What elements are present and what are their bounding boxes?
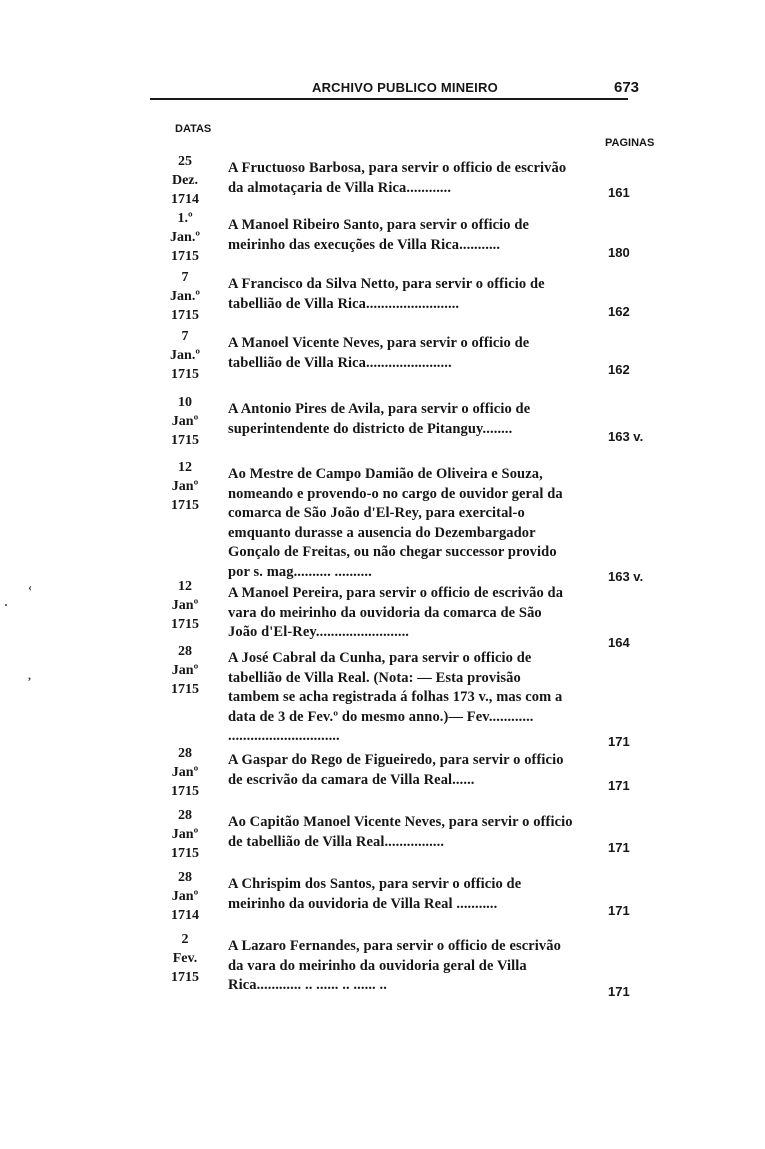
- entry-date: [160, 209, 210, 266]
- entry-text: A Lazaro Fernandes, para servir o officio de escrivão da vara do meirinho da ouvidoria geral de Villa Rica............ .. ...... .. ...... ..: [228, 938, 561, 993]
- entry-date: [160, 642, 210, 699]
- entry-year: 1715: [171, 433, 199, 448]
- entry-date: [160, 577, 210, 634]
- entry-row: [160, 327, 640, 387]
- entry-date: [160, 152, 210, 209]
- entry-row: [160, 209, 640, 269]
- entry-day: 7: [181, 329, 189, 344]
- entry-text: A Fructuoso Barbosa, para servir o officio de escrivão da almotaçaria de Villa Rica............: [228, 160, 567, 196]
- entry-year: 1715: [171, 970, 199, 985]
- entry-row: [160, 744, 640, 804]
- entry-day: 28: [178, 808, 192, 823]
- entry-row: [160, 152, 640, 212]
- margin-speck: ·: [4, 598, 9, 612]
- entry-year: 1714: [171, 192, 199, 207]
- entry-date: [160, 868, 210, 925]
- entry-date: [160, 393, 210, 450]
- entry-year: 1715: [171, 846, 199, 861]
- margin-speck: ‹: [28, 580, 32, 594]
- entry-month: Janº: [171, 663, 199, 678]
- entry-month: Janº: [171, 889, 199, 904]
- entry-page: 163 v.: [608, 429, 644, 444]
- entry-row: [160, 577, 640, 650]
- entry-month: Janº: [171, 765, 199, 780]
- entry-day: 2: [181, 932, 189, 947]
- entry-date: [160, 268, 210, 325]
- running-head: ARCHIVO PUBLICO MINEIRO: [312, 80, 498, 95]
- entry-page: 163 v.: [608, 569, 644, 584]
- entry-year: 1715: [171, 498, 199, 513]
- entry-page: 171: [608, 840, 630, 855]
- entry-text: A Chrispim dos Santos, para servir o officio de meirinho da ouvidoria de Villa Real ...........: [228, 876, 522, 912]
- entry-row: [160, 393, 644, 453]
- entry-month: Jan.º: [170, 289, 200, 304]
- entry-month: Janº: [171, 598, 199, 613]
- entry-page: 171: [608, 778, 630, 793]
- entry-day: 12: [178, 579, 192, 594]
- entry-year: 1715: [171, 308, 199, 323]
- entry-day: 28: [178, 870, 192, 885]
- dates-column-heading: DATAS: [175, 123, 212, 135]
- margin-speck: ,: [28, 668, 31, 682]
- entry-text: Ao Capitão Manoel Vicente Neves, para servir o officio de tabellião de Villa Real................: [228, 814, 573, 850]
- entry-day: 28: [178, 644, 192, 659]
- entry-text: A Francisco da Silva Netto, para servir o officio de tabellião de Villa Rica.........................: [228, 276, 545, 312]
- entry-day: 28: [178, 746, 192, 761]
- entry-month: Dez.: [171, 173, 199, 188]
- entry-page: 171: [608, 734, 630, 749]
- entry-month: Fev.: [172, 951, 198, 966]
- entry-year: 1715: [171, 617, 199, 632]
- entry-page: 180: [608, 245, 630, 260]
- entry-month: Janº: [171, 479, 199, 494]
- entry-year: 1715: [171, 249, 199, 264]
- entry-date: [160, 327, 210, 384]
- entry-text: A Manoel Pereira, para servir o officio de escrivão da vara do meirinho da ouvidoria da comarca de São João d'El-Rey.........................: [228, 585, 564, 640]
- entry-text: A José Cabral da Cunha, para servir o officio de tabellião de Villa Real. (Nota: — Esta provisão tambem se acha registrada á folhas 173 v., mas com a data de 3 de Fev.º do mesmo anno.)— Fev............ ..............................: [228, 650, 563, 744]
- entry-date: [160, 806, 210, 863]
- entry-page: 162: [608, 304, 630, 319]
- entry-row: [160, 458, 644, 584]
- entry-page: 171: [608, 903, 630, 918]
- entry-month: Jan.º: [170, 348, 200, 363]
- entry-page: 161: [608, 185, 630, 200]
- entry-day: 10: [178, 395, 192, 410]
- header-rule: [150, 98, 628, 100]
- entry-row: [160, 268, 640, 328]
- entry-row: [160, 930, 640, 1005]
- entry-day: 25: [178, 154, 192, 169]
- entry-month: Janº: [171, 827, 199, 842]
- entry-text: A Antonio Pires de Avila, para servir o officio de superintendente do districto de Pitanguy........: [228, 401, 531, 437]
- entry-date: [160, 744, 210, 801]
- page-number: 673: [614, 79, 640, 96]
- entry-row: [160, 806, 640, 866]
- entry-page: 171: [608, 984, 630, 999]
- entry-day: 7: [181, 270, 189, 285]
- entry-month: Jan.º: [170, 230, 200, 245]
- entry-month: Janº: [171, 414, 199, 429]
- entry-page: 162: [608, 362, 630, 377]
- entry-text: A Manoel Vicente Neves, para servir o officio de tabellião de Villa Rica.......................: [228, 335, 530, 371]
- entry-day: 1.º: [177, 211, 193, 226]
- entry-text: A Gaspar do Rego de Figueiredo, para servir o officio de escrivão da camara de Villa Real......: [228, 752, 564, 788]
- entry-day: 12: [178, 460, 192, 475]
- entry-year: 1715: [171, 784, 199, 799]
- entry-year: 1715: [171, 367, 199, 382]
- entry-year: 1715: [171, 682, 199, 697]
- entry-text: Ao Mestre de Campo Damião de Oliveira e Souza, nomeando e provendo-o no cargo de ouvidor geral da comarca de São João d'El-Rey, para exercital-o emquanto durasse a ausencia do Dezembargador Gonçalo de Freitas, ou não chegar successor provido por s. mag.......... ..........: [228, 466, 563, 580]
- entry-date: [160, 458, 210, 515]
- entry-text: A Manoel Ribeiro Santo, para servir o officio de meirinho das execuções de Villa Rica...........: [228, 217, 530, 253]
- entry-year: 1714: [171, 908, 199, 923]
- entry-row: [160, 642, 640, 747]
- entry-date: [160, 930, 210, 987]
- entry-page: 164: [608, 635, 630, 650]
- entry-row: [160, 868, 640, 928]
- pages-column-heading: PAGINAS: [605, 137, 655, 149]
